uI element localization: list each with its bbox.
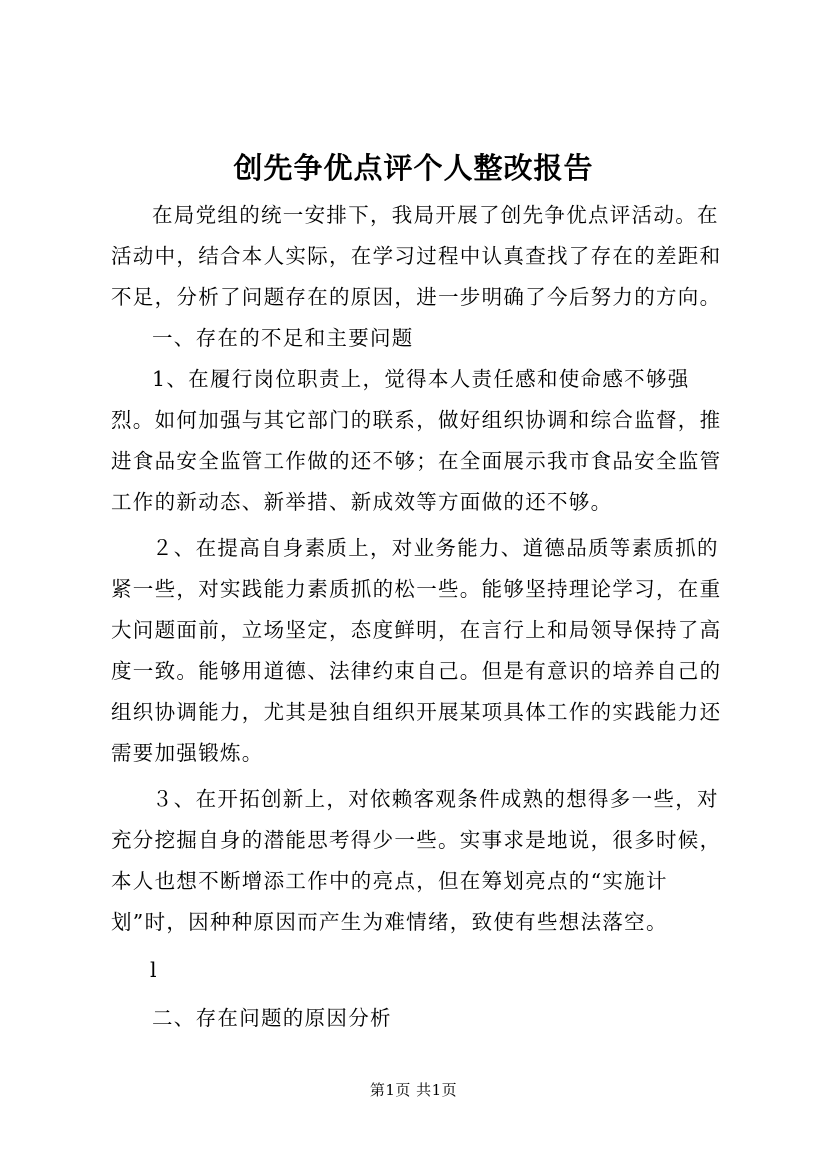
document-body: [111, 195, 731, 1039]
problem-paragraph-2: ２、在提高自身素质上，对业务能力、道德品质等素质抓的紧一些，对实践能力素质抓的松一些。能够坚持理论学习，在重大问题面前，立场坚定，态度鲜明，在言行上和局领导保持了高度一致。能够用道德、法律约束自己。但是有意识的培养自己的组织协调能力，尤其是独自组织开展某项具体工作的实践能力还需要加强锻炼。: [111, 536, 722, 765]
page-footer: 第1页 共1页: [369, 1081, 458, 1099]
stray-character: l: [149, 958, 158, 982]
intro-paragraph: 在局党组的统一安排下，我局开展了创先争优点评活动。在活动中，结合本人实际，在学习过程中认真查找了存在的差距和不足，分析了问题存在的原因，进一步明确了今后努力的方向。: [111, 203, 722, 309]
section-heading-causes: 二、存在问题的原因分析: [152, 1006, 392, 1030]
problem-paragraph-1: 1、在履行岗位职责上，觉得本人责任感和使命感不够强烈。如何加强与其它部门的联系，做好组织协调和综合监督，推进食品安全监管工作做的还不够；在全面展示我市食品安全监管工作的新动态、新举措、新成效等方面做的还不够。: [111, 367, 722, 514]
document-title: 创先争优点评个人整改报告: [233, 151, 594, 185]
problem-paragraph-3: ３、在开拓创新上，对依赖客观条件成熟的想得多一些，对充分挖掘自身的潜能思考得少一些。实事求是地说，很多时候，本人也想不断增添工作中的亮点，但在筹划亮点的“实施计划”时，因种种原因而产生为难情绪，致使有些想法落空。: [111, 787, 722, 934]
section-heading-problems: 一、存在的不足和主要问题: [152, 326, 414, 350]
